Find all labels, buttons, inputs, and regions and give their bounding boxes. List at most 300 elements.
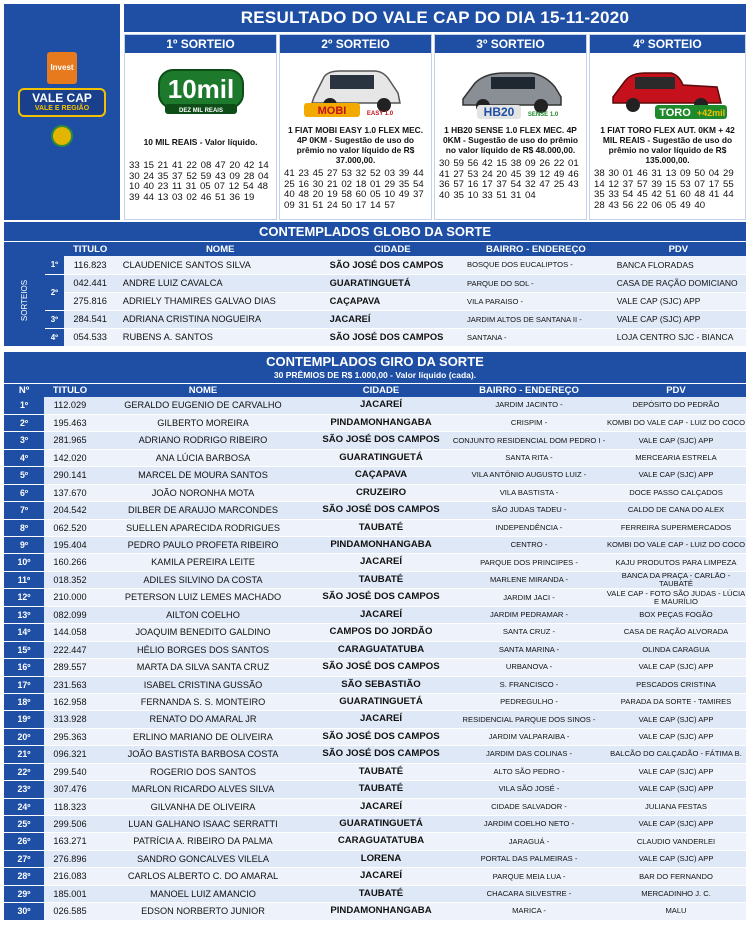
titulo-cell: 289.557 bbox=[44, 659, 96, 676]
nome-cell: ADRIANO RODRIGO RIBEIRO bbox=[96, 432, 310, 449]
cidade-cell: TAUBATÉ bbox=[310, 519, 452, 536]
titulo-cell: 204.542 bbox=[44, 502, 96, 519]
invest-logo: Invest bbox=[47, 52, 77, 84]
bairro-cell: SANTA MARINA - bbox=[452, 641, 606, 658]
nome-cell: PATRÍCIA A. RIBEIRO DA PALMA bbox=[96, 833, 310, 850]
table-row bbox=[4, 833, 746, 850]
pdv-cell: VALE CAP (SJC) APP bbox=[606, 850, 746, 867]
titulo-cell: 096.321 bbox=[44, 746, 96, 763]
col-header: Nº bbox=[4, 384, 44, 397]
cidade-cell: TAUBATÉ bbox=[310, 763, 452, 780]
titulo-cell: 082.099 bbox=[44, 606, 96, 623]
table-row bbox=[4, 432, 746, 449]
titulo-cell: 112.029 bbox=[44, 397, 96, 414]
car-model-text: TORO bbox=[658, 107, 691, 119]
col-header: TITULO bbox=[64, 242, 117, 256]
nome-cell: ANA LÚCIA BARBOSA bbox=[96, 449, 310, 466]
globo-table bbox=[4, 242, 746, 347]
col-header: CIDADE bbox=[324, 242, 461, 256]
table-row bbox=[4, 746, 746, 763]
money-badge-icon bbox=[153, 60, 249, 120]
bairro-cell: URBANOVA - bbox=[452, 659, 606, 676]
table-row bbox=[4, 606, 746, 623]
table-row bbox=[4, 467, 746, 484]
col-header: NOME bbox=[96, 384, 310, 397]
bairro-cell: VILA ANTÔNIO AUGUSTO LUIZ - bbox=[452, 467, 606, 484]
table-row bbox=[4, 397, 746, 414]
n-cell: 2º bbox=[4, 414, 44, 431]
bairro-cell: S. FRANCISCO - bbox=[452, 676, 606, 693]
prize-text: 1 FIAT MOBI EASY 1.0 FLEX MEC. 4P 0KM - Sugestão de uso do prêmio no valor líquido de R$ 37.000,00. bbox=[287, 125, 424, 165]
giro-table bbox=[4, 384, 746, 921]
car-model-text: HB20 bbox=[483, 105, 514, 119]
nome-cell: KAMILA PEREIRA LEITE bbox=[96, 554, 310, 571]
col-header: PDV bbox=[606, 384, 746, 397]
nome-cell: MARTA DA SILVA SANTA CRUZ bbox=[96, 659, 310, 676]
nome-cell: PEDRO PAULO PROFETA RIBEIRO bbox=[96, 537, 310, 554]
bairro-cell: CHACARA SILVESTRE - bbox=[452, 885, 606, 902]
cidade-cell: JACAREÍ bbox=[310, 554, 452, 571]
bairro-cell: JARDIM VALPARAIBA - bbox=[452, 728, 606, 745]
pdv-cell: BOX PEÇAS FOGÃO bbox=[606, 606, 746, 623]
table-row bbox=[4, 519, 746, 536]
titulo-cell: 195.404 bbox=[44, 537, 96, 554]
pdv-cell: CASA DE RAÇÃO DOMICIANO bbox=[611, 274, 746, 292]
nome-cell: FERNANDA S. S. MONTEIRO bbox=[96, 693, 310, 710]
n-cell: 24º bbox=[4, 798, 44, 815]
n-cell: 6º bbox=[4, 484, 44, 501]
n-cell: 5º bbox=[4, 467, 44, 484]
pdv-cell: MERCEARIA ESTRELA bbox=[606, 449, 746, 466]
nome-cell: MARCEL DE MOURA SANTOS bbox=[96, 467, 310, 484]
titulo-cell: 307.476 bbox=[44, 781, 96, 798]
nome-cell: RENATO DO AMARAL JR bbox=[96, 711, 310, 728]
logo-panel bbox=[4, 4, 120, 220]
pdv-cell: VALE CAP (SJC) APP bbox=[606, 728, 746, 745]
pdv-cell: MALU bbox=[606, 903, 746, 920]
drawn-numbers: 41 23 45 27 53 32 52 03 39 44 25 16 30 21 02 18 01 29 35 54 40 48 20 19 58 60 05 10 49 37 09 31 51 24 50 17 14 57 bbox=[284, 168, 424, 211]
cidade-cell: JACAREÍ bbox=[310, 711, 452, 728]
cidade-cell: SÃO JOSÉ DOS CAMPOS bbox=[310, 659, 452, 676]
n-cell: 16º bbox=[4, 659, 44, 676]
col-header: BAIRRO - ENDEREÇO bbox=[452, 384, 606, 397]
pdv-cell: VALE CAP (SJC) APP bbox=[606, 711, 746, 728]
bairro-cell: BOSQUE DOS EUCALIPTOS - bbox=[461, 256, 611, 274]
cidade-cell: SÃO JOSÉ DOS CAMPOS bbox=[324, 328, 461, 346]
nome-cell: ANDRE LUIZ CAVALCA bbox=[117, 274, 324, 292]
n-cell: 8º bbox=[4, 519, 44, 536]
table-row bbox=[4, 903, 746, 920]
cidade-cell: JACAREÍ bbox=[310, 606, 452, 623]
nome-cell: ADRIANA CRISTINA NOGUEIRA bbox=[117, 310, 324, 328]
nome-cell: JOÃO NORONHA MOTA bbox=[96, 484, 310, 501]
nome-cell: ISABEL CRISTINA GUSSÃO bbox=[96, 676, 310, 693]
bairro-cell: JARDIM PEDRAMAR - bbox=[452, 606, 606, 623]
table-row bbox=[4, 641, 746, 658]
sorteio-label: 4º SORTEIO bbox=[590, 35, 745, 53]
sorteio-label: 1º SORTEIO bbox=[125, 35, 276, 53]
titulo-cell: 284.541 bbox=[64, 310, 117, 328]
nome-cell: CLAUDENICE SANTOS SILVA bbox=[117, 256, 324, 274]
car-sub-text: SENSE 1.0 bbox=[527, 112, 558, 118]
pdv-cell: VALE CAP (SJC) APP bbox=[606, 816, 746, 833]
row-ordinal: 1º bbox=[45, 256, 63, 274]
cidade-cell: GUARATINGUETÁ bbox=[310, 816, 452, 833]
table-row bbox=[4, 589, 746, 606]
titulo-cell: 290.141 bbox=[44, 467, 96, 484]
nome-cell: GERALDO EUGENIO DE CARVALHO bbox=[96, 397, 310, 414]
bairro-cell: CONJUNTO RESIDENCIAL DOM PEDRO I - bbox=[452, 432, 606, 449]
titulo-cell: 062.520 bbox=[44, 519, 96, 536]
n-cell: 12º bbox=[4, 589, 44, 606]
car-sub-text: +42mil bbox=[696, 108, 725, 118]
nome-cell: ADILES SILVINO DA COSTA bbox=[96, 571, 310, 588]
table-row bbox=[4, 484, 746, 501]
sorteio-4 bbox=[589, 34, 746, 220]
titulo-cell: 163.271 bbox=[44, 833, 96, 850]
titulo-cell: 216.083 bbox=[44, 868, 96, 885]
titulo-cell: 160.266 bbox=[44, 554, 96, 571]
cidade-cell: SÃO JOSÉ DOS CAMPOS bbox=[310, 728, 452, 745]
prize-image-toro bbox=[596, 57, 739, 123]
nome-cell: DILBER DE ARAUJO MARCONDES bbox=[96, 502, 310, 519]
bairro-cell: PARQUE DOS PRINCIPES - bbox=[452, 554, 606, 571]
titulo-cell: 295.363 bbox=[44, 728, 96, 745]
pdv-cell: BANCA DA PRAÇA - CARLÃO - TAUBATÉ bbox=[606, 571, 746, 588]
cidade-cell: JACAREÍ bbox=[310, 397, 452, 414]
pdv-cell: DOCE PASSO CALÇADOS bbox=[606, 484, 746, 501]
titulo-cell: 231.563 bbox=[44, 676, 96, 693]
titulo-cell: 185.001 bbox=[44, 885, 96, 902]
pdv-cell: VALE CAP (SJC) APP bbox=[611, 310, 746, 328]
cidade-cell: TAUBATÉ bbox=[310, 885, 452, 902]
nome-cell: ERLINO MARIANO DE OLIVEIRA bbox=[96, 728, 310, 745]
prize-image-10mil bbox=[131, 57, 270, 123]
pdv-cell: BALCÃO DO CALÇADÃO - FÁTIMA B. bbox=[606, 746, 746, 763]
cidade-cell: GUARATINGUETÁ bbox=[324, 274, 461, 292]
pdv-cell: FERREIRA SUPERMERCADOS bbox=[606, 519, 746, 536]
table-row bbox=[4, 414, 746, 431]
table-row bbox=[4, 676, 746, 693]
n-cell: 19º bbox=[4, 711, 44, 728]
table-row bbox=[4, 763, 746, 780]
nome-cell: AILTON COELHO bbox=[96, 606, 310, 623]
car-model-text: MOBI bbox=[317, 105, 346, 117]
titulo-cell: 142.020 bbox=[44, 449, 96, 466]
pdv-cell: VALE CAP (SJC) APP bbox=[606, 659, 746, 676]
bairro-cell: MARLENE MIRANDA - bbox=[452, 571, 606, 588]
table-row bbox=[4, 850, 746, 867]
titulo-cell: 026.585 bbox=[44, 903, 96, 920]
bairro-cell: JARDIM COELHO NETO - bbox=[452, 816, 606, 833]
table-row bbox=[4, 711, 746, 728]
cidade-cell: TAUBATÉ bbox=[310, 571, 452, 588]
pdv-cell: KOMBI DO VALE CAP - LUIZ DO COCO bbox=[606, 537, 746, 554]
n-cell: 30º bbox=[4, 903, 44, 920]
sorteio-2 bbox=[279, 34, 432, 220]
cidade-cell: SÃO JOSÉ DOS CAMPOS bbox=[310, 432, 452, 449]
bairro-cell: PORTAL DAS PALMEIRAS - bbox=[452, 850, 606, 867]
n-cell: 23º bbox=[4, 781, 44, 798]
bairro-cell: VILA PARAISO - bbox=[461, 292, 611, 310]
table-row bbox=[4, 537, 746, 554]
giro-section-title: CONTEMPLADOS GIRO DA SORTE bbox=[266, 354, 484, 369]
row-ordinal: 2º bbox=[45, 274, 63, 310]
drawn-numbers: 30 59 56 42 15 38 09 26 22 01 41 27 53 24 20 45 39 12 49 46 36 57 16 17 37 54 32 47 25 43 40 35 10 33 51 31 04 bbox=[439, 158, 579, 201]
titulo-cell: 222.447 bbox=[44, 641, 96, 658]
cidade-cell: JACAREÍ bbox=[310, 798, 452, 815]
col-header: TITULO bbox=[44, 384, 96, 397]
badge-text: 10mil bbox=[167, 74, 234, 104]
bairro-cell: CENTRO - bbox=[452, 537, 606, 554]
nome-cell: ROGERIO DOS SANTOS bbox=[96, 763, 310, 780]
cidade-cell: LORENA bbox=[310, 850, 452, 867]
table-row bbox=[4, 781, 746, 798]
giro-body bbox=[4, 397, 746, 920]
nome-cell: JOAQUIM BENEDITO GALDINO bbox=[96, 624, 310, 641]
nome-cell: ADRIELY THAMIRES GALVAO DIAS bbox=[117, 292, 324, 310]
prize-image-hb20 bbox=[441, 57, 580, 123]
bairro-cell: VILA SÃO JOSÉ - bbox=[452, 781, 606, 798]
brand-line1: VALE CAP bbox=[32, 91, 92, 105]
titulo-cell: 018.352 bbox=[44, 571, 96, 588]
prize-image-mobi bbox=[286, 57, 425, 123]
nome-cell: MANOEL LUIZ AMANCIO bbox=[96, 885, 310, 902]
titulo-cell: 116.823 bbox=[64, 256, 117, 274]
truck-icon bbox=[605, 59, 731, 121]
bairro-cell: PEDREGULHO - bbox=[452, 693, 606, 710]
n-cell: 27º bbox=[4, 850, 44, 867]
car-icon bbox=[451, 59, 571, 121]
sorteio-label: 2º SORTEIO bbox=[280, 35, 431, 53]
pdv-cell: KAJU PRODUTOS PARA LIMPEZA bbox=[606, 554, 746, 571]
giro-section-header bbox=[4, 352, 746, 383]
sorteio-label: 3º SORTEIO bbox=[435, 35, 586, 53]
table-row bbox=[4, 449, 746, 466]
n-cell: 22º bbox=[4, 763, 44, 780]
bairro-cell: JARDIM JACINTO - bbox=[452, 397, 606, 414]
row-ordinal: 4º bbox=[45, 328, 63, 346]
titulo-cell: 162.958 bbox=[44, 693, 96, 710]
bairro-cell: JARAGUÁ - bbox=[452, 833, 606, 850]
drawn-numbers: 38 30 01 46 31 13 09 50 04 29 14 12 37 57 39 15 53 07 17 55 35 33 54 45 42 51 60 48 41 44 28 43 56 22 06 05 49 40 bbox=[594, 168, 734, 211]
table-row bbox=[4, 502, 746, 519]
n-cell: 25º bbox=[4, 816, 44, 833]
titulo-cell: 195.463 bbox=[44, 414, 96, 431]
table-row bbox=[4, 693, 746, 710]
pdv-cell: CALDO DE CANA DO ALEX bbox=[606, 502, 746, 519]
brand-line2: VALE E REGIÃO bbox=[34, 105, 90, 112]
table-row bbox=[4, 310, 746, 328]
pdv-cell: VALE CAP (SJC) APP bbox=[606, 763, 746, 780]
titulo-cell: 137.670 bbox=[44, 484, 96, 501]
pdv-cell: LOJA CENTRO SJC - BIANCA bbox=[611, 328, 746, 346]
pdv-cell: VALE CAP (SJC) APP bbox=[606, 781, 746, 798]
cidade-cell: TAUBATÉ bbox=[310, 781, 452, 798]
titulo-cell: 299.540 bbox=[44, 763, 96, 780]
col-header: BAIRRO - ENDEREÇO bbox=[461, 242, 611, 256]
table-row bbox=[4, 798, 746, 815]
col-header: NOME bbox=[117, 242, 324, 256]
table-row bbox=[4, 659, 746, 676]
col-header: CIDADE bbox=[310, 384, 452, 397]
titulo-cell: 275.816 bbox=[64, 292, 117, 310]
n-cell: 29º bbox=[4, 885, 44, 902]
titulo-cell: 042.441 bbox=[64, 274, 117, 292]
nome-cell: GILBERTO MOREIRA bbox=[96, 414, 310, 431]
sorteios-side-label: SORTEIOS bbox=[4, 256, 45, 346]
pdv-cell: PESCADOS CRISTINA bbox=[606, 676, 746, 693]
nome-cell: HÉLIO BORGES DOS SANTOS bbox=[96, 641, 310, 658]
n-cell: 15º bbox=[4, 641, 44, 658]
sorteio-3 bbox=[434, 34, 587, 220]
sorteio-1 bbox=[124, 34, 277, 220]
table-row bbox=[4, 328, 746, 346]
cidade-cell: CARAGUATATUBA bbox=[310, 833, 452, 850]
bairro-cell: JARDIM DAS COLINAS - bbox=[452, 746, 606, 763]
bairro-cell: JARDIM JACI - bbox=[452, 589, 606, 606]
col-header: PDV bbox=[611, 242, 746, 256]
prize-text: 1 FIAT TORO FLEX AUT. 0KM + 42 MIL REAIS - Sugestão de uso do prêmio no valor líquido de R$ 135.000,00. bbox=[600, 125, 735, 165]
globo-header-row bbox=[4, 242, 746, 256]
globo-section-title: CONTEMPLADOS GLOBO DA SORTE bbox=[4, 222, 746, 241]
table-row bbox=[4, 885, 746, 902]
pdv-cell: MERCADINHO J. C. bbox=[606, 885, 746, 902]
drawn-numbers: 33 15 21 41 22 08 47 20 42 14 30 24 35 37 52 59 43 09 28 04 10 40 23 11 31 05 07 12 54 48 39 44 13 03 02 46 51 36 19 bbox=[129, 160, 269, 203]
titulo-cell: 299.506 bbox=[44, 816, 96, 833]
giro-header-row bbox=[4, 384, 746, 397]
n-cell: 1º bbox=[4, 397, 44, 414]
table-row bbox=[4, 571, 746, 588]
pdv-cell: VALE CAP (SJC) APP bbox=[606, 432, 746, 449]
n-cell: 10º bbox=[4, 554, 44, 571]
vale-cap-logo bbox=[18, 88, 106, 117]
table-row bbox=[4, 554, 746, 571]
pdv-cell: VALE CAP - FOTO SÃO JUDAS - LÚCIA E MAURÍLIO bbox=[606, 588, 746, 606]
car-icon bbox=[296, 59, 416, 121]
nome-cell: MARLON RICARDO ALVES SILVA bbox=[96, 781, 310, 798]
table-row bbox=[4, 816, 746, 833]
pdv-cell: CLAUDIO VANDERLEI bbox=[606, 833, 746, 850]
bairro-cell: PARQUE DO SOL - bbox=[461, 274, 611, 292]
table-row bbox=[4, 274, 746, 292]
bairro-cell: SANTA CRUZ - bbox=[452, 624, 606, 641]
badge-sub: DEZ MIL REAIS bbox=[178, 108, 223, 114]
cidade-cell: SÃO JOSÉ DOS CAMPOS bbox=[324, 256, 461, 274]
pdv-cell: PARADA DA SORTE - TAMIRES bbox=[606, 693, 746, 710]
titulo-cell: 281.965 bbox=[44, 432, 96, 449]
titulo-cell: 054.533 bbox=[64, 328, 117, 346]
pdv-cell: VALE CAP (SJC) APP bbox=[611, 292, 746, 310]
bairro-cell: CIDADE SALVADOR - bbox=[452, 798, 606, 815]
n-cell: 26º bbox=[4, 833, 44, 850]
titulo-cell: 144.058 bbox=[44, 624, 96, 641]
cidade-cell: CAÇAPAVA bbox=[324, 292, 461, 310]
pdv-cell: BANCA FLORADAS bbox=[611, 256, 746, 274]
pdv-cell: OLINDA CARAGUA bbox=[606, 641, 746, 658]
cidade-cell: GUARATINGUETÁ bbox=[310, 449, 452, 466]
nome-cell: CARLOS ALBERTO C. DO AMARAL bbox=[96, 868, 310, 885]
cidade-cell: GUARATINGUETÁ bbox=[310, 693, 452, 710]
table-row bbox=[4, 256, 746, 274]
prize-text: 1 HB20 SENSE 1.0 FLEX MEC. 4P 0KM - Sugestão de uso do prêmio no valor líquido de R$ 48.000,00. bbox=[443, 125, 578, 155]
pdv-cell: CASA DE RAÇÃO ALVORADA bbox=[606, 624, 746, 641]
cidade-cell: JACAREÍ bbox=[310, 868, 452, 885]
seal-icon bbox=[51, 125, 73, 147]
table-row bbox=[4, 624, 746, 641]
nome-cell: LUAN GALHANO ISAAC SERRATTI bbox=[96, 816, 310, 833]
titulo-cell: 276.896 bbox=[44, 850, 96, 867]
bairro-cell: ALTO SÃO PEDRO - bbox=[452, 763, 606, 780]
table-row bbox=[4, 728, 746, 745]
titulo-cell: 313.928 bbox=[44, 711, 96, 728]
n-cell: 17º bbox=[4, 676, 44, 693]
table-row bbox=[4, 292, 746, 310]
nome-cell: SUELLEN APARECIDA RODRIGUES bbox=[96, 519, 310, 536]
page-title: RESULTADO DO VALE CAP DO DIA 15-11-2020 bbox=[124, 4, 746, 32]
cidade-cell: PINDAMONHANGABA bbox=[310, 414, 452, 431]
nome-cell: EDSON NORBERTO JUNIOR bbox=[96, 903, 310, 920]
bairro-cell: JARDIM ALTOS DE SANTANA II - bbox=[461, 310, 611, 328]
cidade-cell: CRUZEIRO bbox=[310, 484, 452, 501]
n-cell: 7º bbox=[4, 502, 44, 519]
bairro-cell: RESIDENCIAL PARQUE DOS SINOS - bbox=[452, 711, 606, 728]
pdv-cell: JULIANA FESTAS bbox=[606, 798, 746, 815]
bairro-cell: SANTA RITA - bbox=[452, 449, 606, 466]
cidade-cell: SÃO JOSÉ DOS CAMPOS bbox=[310, 746, 452, 763]
n-cell: 21º bbox=[4, 746, 44, 763]
cidade-cell: SÃO SEBASTIÃO bbox=[310, 676, 452, 693]
bairro-cell: INDEPENDÊNCIA - bbox=[452, 519, 606, 536]
n-cell: 11º bbox=[4, 571, 44, 588]
cidade-cell: CAMPOS DO JORDÃO bbox=[310, 624, 452, 641]
prize-text: 10 MIL REAIS - Valor líquido. bbox=[143, 137, 258, 147]
bairro-cell: VILA BASTISTA - bbox=[452, 484, 606, 501]
car-sub-text: EASY 1.0 bbox=[366, 111, 393, 117]
cidade-cell: PINDAMONHANGABA bbox=[310, 537, 452, 554]
nome-cell: GILVANHA DE OLIVEIRA bbox=[96, 798, 310, 815]
nome-cell: JOÃO BASTISTA BARBOSA COSTA bbox=[96, 746, 310, 763]
n-cell: 3º bbox=[4, 432, 44, 449]
bairro-cell: CRISPIM - bbox=[452, 414, 606, 431]
n-cell: 28º bbox=[4, 868, 44, 885]
row-ordinal: 3º bbox=[45, 310, 63, 328]
cidade-cell: SÃO JOSÉ DOS CAMPOS bbox=[310, 502, 452, 519]
bairro-cell: SANTANA - bbox=[461, 328, 611, 346]
bairro-cell: MARICA - bbox=[452, 903, 606, 920]
cidade-cell: PINDAMONHANGABA bbox=[310, 903, 452, 920]
nome-cell: SANDRO GONCALVES VILELA bbox=[96, 850, 310, 867]
nome-cell: PETERSON LUIZ LEMES MACHADO bbox=[96, 589, 310, 606]
table-row bbox=[4, 868, 746, 885]
pdv-cell: KOMBI DO VALE CAP - LUIZ DO COCO bbox=[606, 414, 746, 431]
bairro-cell: PARQUE MEIA LUA - bbox=[452, 868, 606, 885]
n-cell: 9º bbox=[4, 537, 44, 554]
cidade-cell: CARAGUATATUBA bbox=[310, 641, 452, 658]
n-cell: 20º bbox=[4, 728, 44, 745]
n-cell: 13º bbox=[4, 606, 44, 623]
nome-cell: RUBENS A. SANTOS bbox=[117, 328, 324, 346]
pdv-cell: DEPÓSITO DO PEDRÃO bbox=[606, 397, 746, 414]
bairro-cell: SÃO JUDAS TADEU - bbox=[452, 502, 606, 519]
titulo-cell: 118.323 bbox=[44, 798, 96, 815]
titulo-cell: 210.000 bbox=[44, 589, 96, 606]
pdv-cell: VALE CAP (SJC) APP bbox=[606, 467, 746, 484]
giro-subtitle: 30 PRÊMIOS DE R$ 1.000,00 - Valor líquido (cada). bbox=[273, 370, 477, 380]
n-cell: 14º bbox=[4, 624, 44, 641]
cidade-cell: CAÇAPAVA bbox=[310, 467, 452, 484]
cidade-cell: SÃO JOSÉ DOS CAMPOS bbox=[310, 589, 452, 606]
